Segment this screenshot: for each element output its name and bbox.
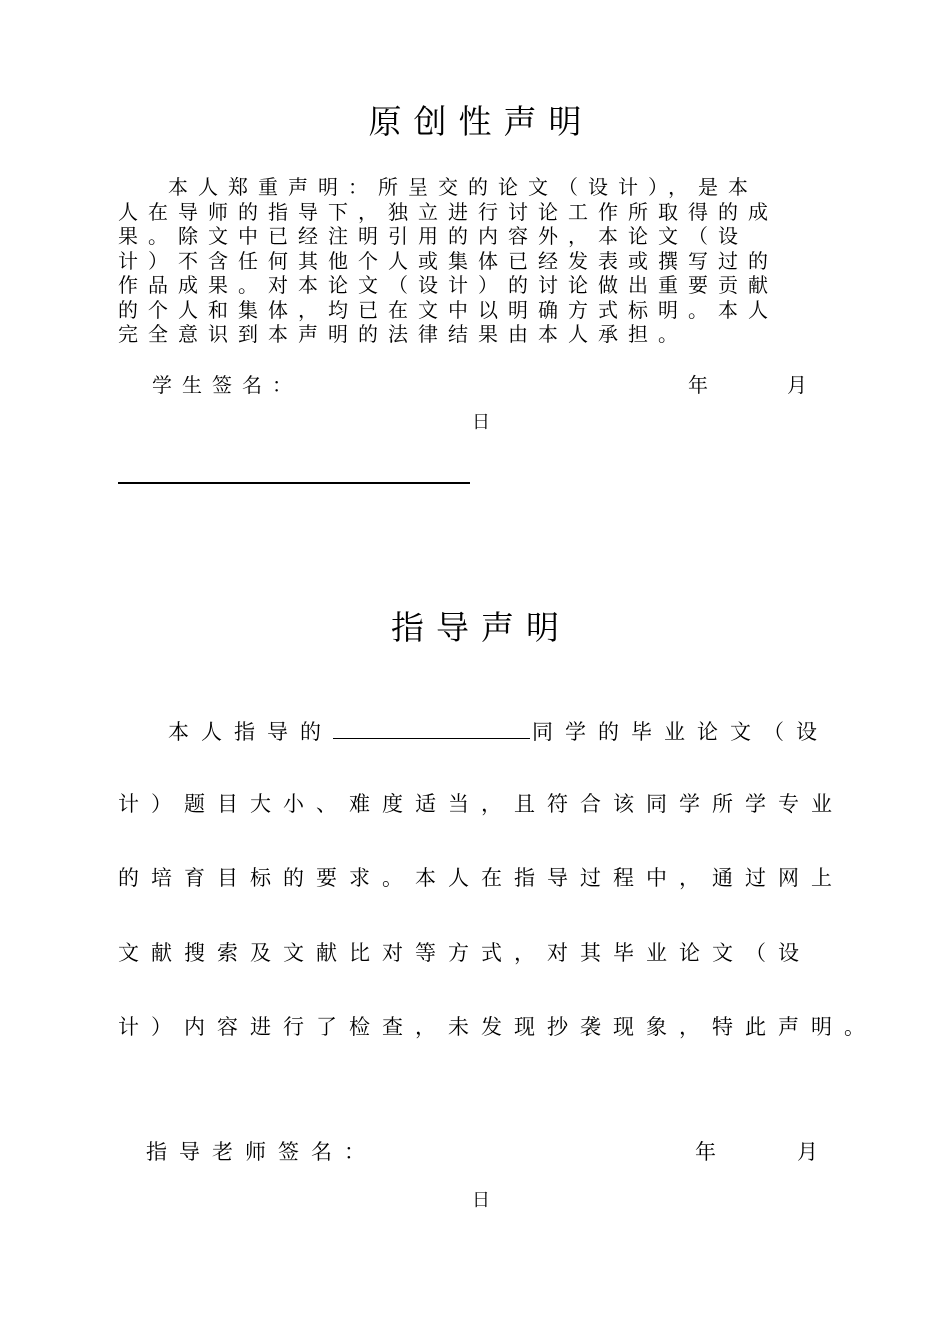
statement-line: 人在导师的指导下，独立进行讨论工作所取得的成: [118, 199, 778, 224]
guidance-line-4: 文献搜索及文献比对等方式，对其毕业论文（设: [118, 941, 811, 965]
statement-line: 计）不含任何其他个人或集体已经发表或撰写过的: [118, 248, 778, 273]
guidance-line-2: 计）题目大小、难度适当，且符合该同学所学专业: [118, 792, 844, 816]
section-divider: [118, 482, 470, 484]
advisor-signature-year: 年: [695, 1140, 726, 1164]
originality-statement: [118, 175, 846, 347]
student-signature-label: 学生签名：: [152, 373, 302, 397]
statement-line: 的个人和集体，均已在文中以明确方式标明。本人: [118, 297, 778, 322]
statement-line: 作品成果。对本论文（设计）的讨论做出重要贡献: [118, 273, 778, 297]
student-signature-year: 年: [688, 373, 718, 397]
guidance-line-1-after: 同学的毕业论文（设: [532, 720, 829, 744]
advisor-signature-month: 月: [797, 1140, 828, 1164]
advisor-signature-day: 日: [472, 1190, 500, 1211]
guidance-line-5: 计）内容进行了检查，未发现抄袭现象，特此声明。: [118, 1015, 877, 1039]
student-name-blank[interactable]: [333, 716, 530, 739]
statement-line: 完全意识到本声明的法律结果由本人承担。: [118, 322, 688, 346]
guidance-line-3: 的培育目标的要求。本人在指导过程中，通过网上: [118, 866, 844, 890]
originality-title: 原创性声明: [368, 102, 594, 141]
advisor-signature-label: 指导老师签名：: [146, 1140, 377, 1164]
statement-line: 本人郑重声明：所呈交的论文（设计），是本: [168, 175, 758, 199]
statement-line: 果。除文中已经注明引用的内容外，本论文（设: [118, 224, 748, 248]
guidance-title: 指导声明: [391, 608, 571, 647]
guidance-line-1: [168, 716, 928, 746]
student-signature-month: 月: [787, 373, 817, 397]
guidance-line-1-before: 本人指导的: [168, 720, 333, 744]
student-signature-day: 日: [472, 412, 500, 433]
